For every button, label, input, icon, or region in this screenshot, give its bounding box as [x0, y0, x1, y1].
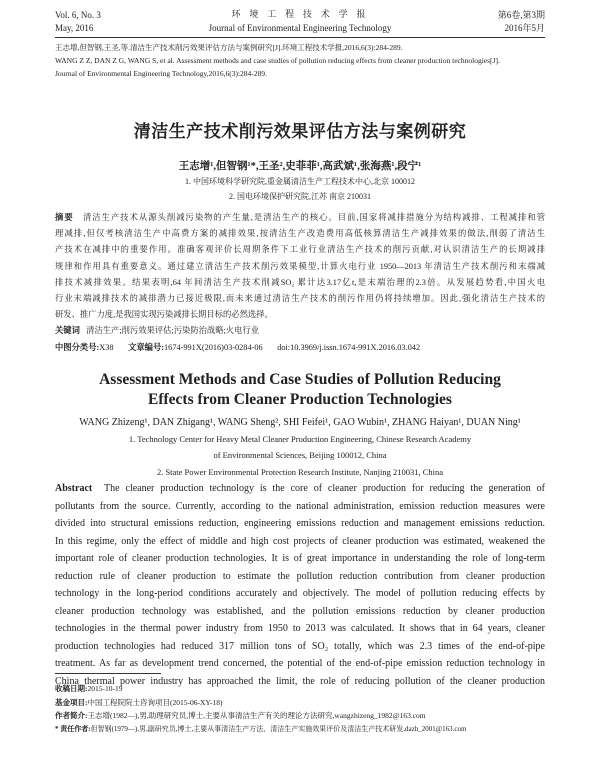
abstract-en-label: Abstract	[55, 483, 93, 494]
abstract-en-line: In this regime, only the effect of middle and high cost projects of cleaner production was estimated, weakened the	[55, 535, 545, 547]
authors-en: WANG Zhizeng¹, DAN Zhigang¹, WANG Sheng², SHI Feifei¹, GAO Wubin¹, ZHANG Haiyan¹, DUAN Ning¹	[79, 417, 521, 428]
journal-cn: 环 境 工 程 技 术 学 报	[231, 10, 369, 20]
date-cn: 2016年5月	[504, 23, 545, 33]
abstract-cn-line: 理减排,但仅考核清洁生产中高费方案的减排效果,按清洁生产改造费用高低核算清洁生产减排效果的做法,削弱了清洁生	[55, 229, 545, 239]
abstract-en-line: technologies in the thermal power industry from 1950 to 2013 was calculated. It shows that in 64 years, cleaner	[55, 623, 545, 634]
abstract-en-line: China thermal power industry has approached the limit, the role of reducing pollution of the cleaner production	[55, 675, 545, 687]
citation-en-cont: Journal of Environmental Engineering Technology,2016,6(3):284-289.	[55, 69, 267, 78]
footnote-author-bio: 作者简介:王志增(1982—),男,助理研究员,博士,主要从事清洁生产有关的理论方法研究,wangzhizeng_1982@163.com	[55, 711, 426, 720]
footnote-corresponding-author: * 责任作者:但智钢(1979—),男,副研究员,博士,主要从事清洁生产方法、清洁生产实施效果评价及清洁生产技术研发,dazh_2001@163.com	[55, 724, 467, 733]
footnotes	[55, 682, 545, 736]
abstract-en-line: divided into structural emissions reduction, engineering emissions reduction and management emissions reduction.	[55, 518, 545, 529]
classification-cn: 中图分类号:X38 文章编号:1674-991X(2016)03-0284-06 doi:10.3969/j.issn.1674-991X.2016.03.042	[55, 342, 421, 352]
doi: doi:10.3969/j.issn.1674-991X.2016.03.042	[277, 342, 421, 352]
date-en: May, 2016	[55, 23, 94, 33]
abstract-cn-line: 摘要 清洁生产技术从源头削减污染物的产生量,是清洁生产的核心。目前,国家将减排措施分为结构减排、工程减排和管	[55, 213, 545, 222]
affiliation-cn-1: 1. 中国环境科学研究院,重金属清洁生产工程技术中心,北京 100012	[185, 177, 415, 186]
abstract-en	[55, 480, 545, 690]
volume-cn: 第6卷,第3期	[497, 10, 545, 20]
affiliation-en-1-cont: of Environmental Sciences, Beijing 100012, China	[213, 450, 387, 460]
abstract-cn-label: 摘要	[55, 213, 74, 222]
abstract-en-line: production technologies had reduced 317 million tons of SO₂ totally, which was 2.3 times of the end-of-pipe	[55, 640, 545, 652]
header-rule	[55, 37, 545, 38]
citation	[55, 42, 545, 79]
affiliation-en-2: 2. State Power Environmental Protection Research Institute, Nanjing 210031, China	[156, 467, 444, 477]
volume: Vol. 6, No. 3	[55, 10, 101, 20]
affiliation-cn-2: 2. 国电环境保护研究院,江苏 南京 210031	[229, 192, 371, 201]
footnote-received: 收稿日期:2015-10-19	[55, 684, 123, 693]
abstract-cn	[55, 210, 545, 356]
affiliation-en-1: 1. Technology Center for Heavy Metal Cleaner Production Engineering, Chinese Research Academy	[128, 434, 472, 444]
authors-cn: 王志增¹,但智钢¹*,王圣²,史菲菲¹,高武斌¹,张海燕¹,段宁¹	[178, 161, 422, 172]
header-right	[498, 9, 545, 35]
abstract-cn-line: 排技术减排效果。结果表明,64 年间清洁生产技术削减SO₂ 累计达3.17亿t,是末端治理的2.3倍。从发展趋势看,中国火电	[55, 277, 545, 287]
abstract-cn-line: 规律和作用具有重要意义。通过建立清洁生产技术削污效果模型,计算火电行业 1950—2013 年清洁生产技术削污和末端减	[55, 261, 545, 271]
abstract-en-line: important role of cleaner production technologies. It is of great importance in understanding the role of long-term	[55, 553, 545, 564]
abstract-en-line: pollutants from the source. Currently, according to the national administration, emission reduction measures were	[55, 500, 545, 512]
abstract-cn-line: 行业末端减排技术的减排潜力已接近极限,而未来通过清洁生产技术的削污作用仍将持续增加。因此,强化清洁生产技术的	[55, 294, 545, 304]
page-title-en: Assessment Methods and Case Studies of Pollution Reducing Effects from Cleaner Production Technologies	[99, 371, 501, 408]
abstract-en-line: technology in the long-period conditions accurately and objectively. The model of pollution reducing effects by	[55, 588, 545, 599]
citation-en: WANG Z Z, DAN Z G, WANG S, et al. Assessment methods and case studies of pollution reducing effects from cleaner production technologies[J].	[55, 56, 500, 65]
abstract-en-line: Abstract The cleaner production technology is the core of cleaner production for reducing the generation of	[55, 483, 545, 494]
journal-en: Journal of Environmental Engineering Technology	[208, 23, 392, 33]
keywords-cn: 关键词 清洁生产;削污效果评估;污染防治战略;火电行业	[55, 326, 259, 336]
citation-cn: 王志增,但智钢,王圣,等.清洁生产技术削污效果评估方法与案例研究[J].环境工程技术学报,2016,6(3):284-289.	[55, 43, 403, 52]
abstract-en-line: cleaner production technology was established, and the pollution emissions reduction by cleaner production	[55, 605, 545, 617]
abstract-cn-line: 产技术在减排中的重要作用。准确客观评价长周期条件下工业行业清洁生产技术的削污贡献,对认识清洁生产的长期减排	[55, 245, 545, 255]
footnote-funding: 基金项目:中国工程院院士咨询项目(2015-06-XY-18)	[55, 697, 223, 707]
abstract-en-line: reduction rule of cleaner production to estimate the pollution reduction contribution from cleaner production	[55, 570, 545, 582]
footnote-rule	[55, 673, 161, 674]
abstract-en-line: treatment. As far as development trend concerned, the potential of the end-of-pipe emission reduction technology in	[55, 658, 545, 669]
abstract-cn-line: 研发、推广力度,是我国实现污染减排长期目标的必然选择。	[55, 310, 273, 320]
page-title-cn: 清洁生产技术削污效果评估方法与案例研究	[133, 122, 467, 142]
